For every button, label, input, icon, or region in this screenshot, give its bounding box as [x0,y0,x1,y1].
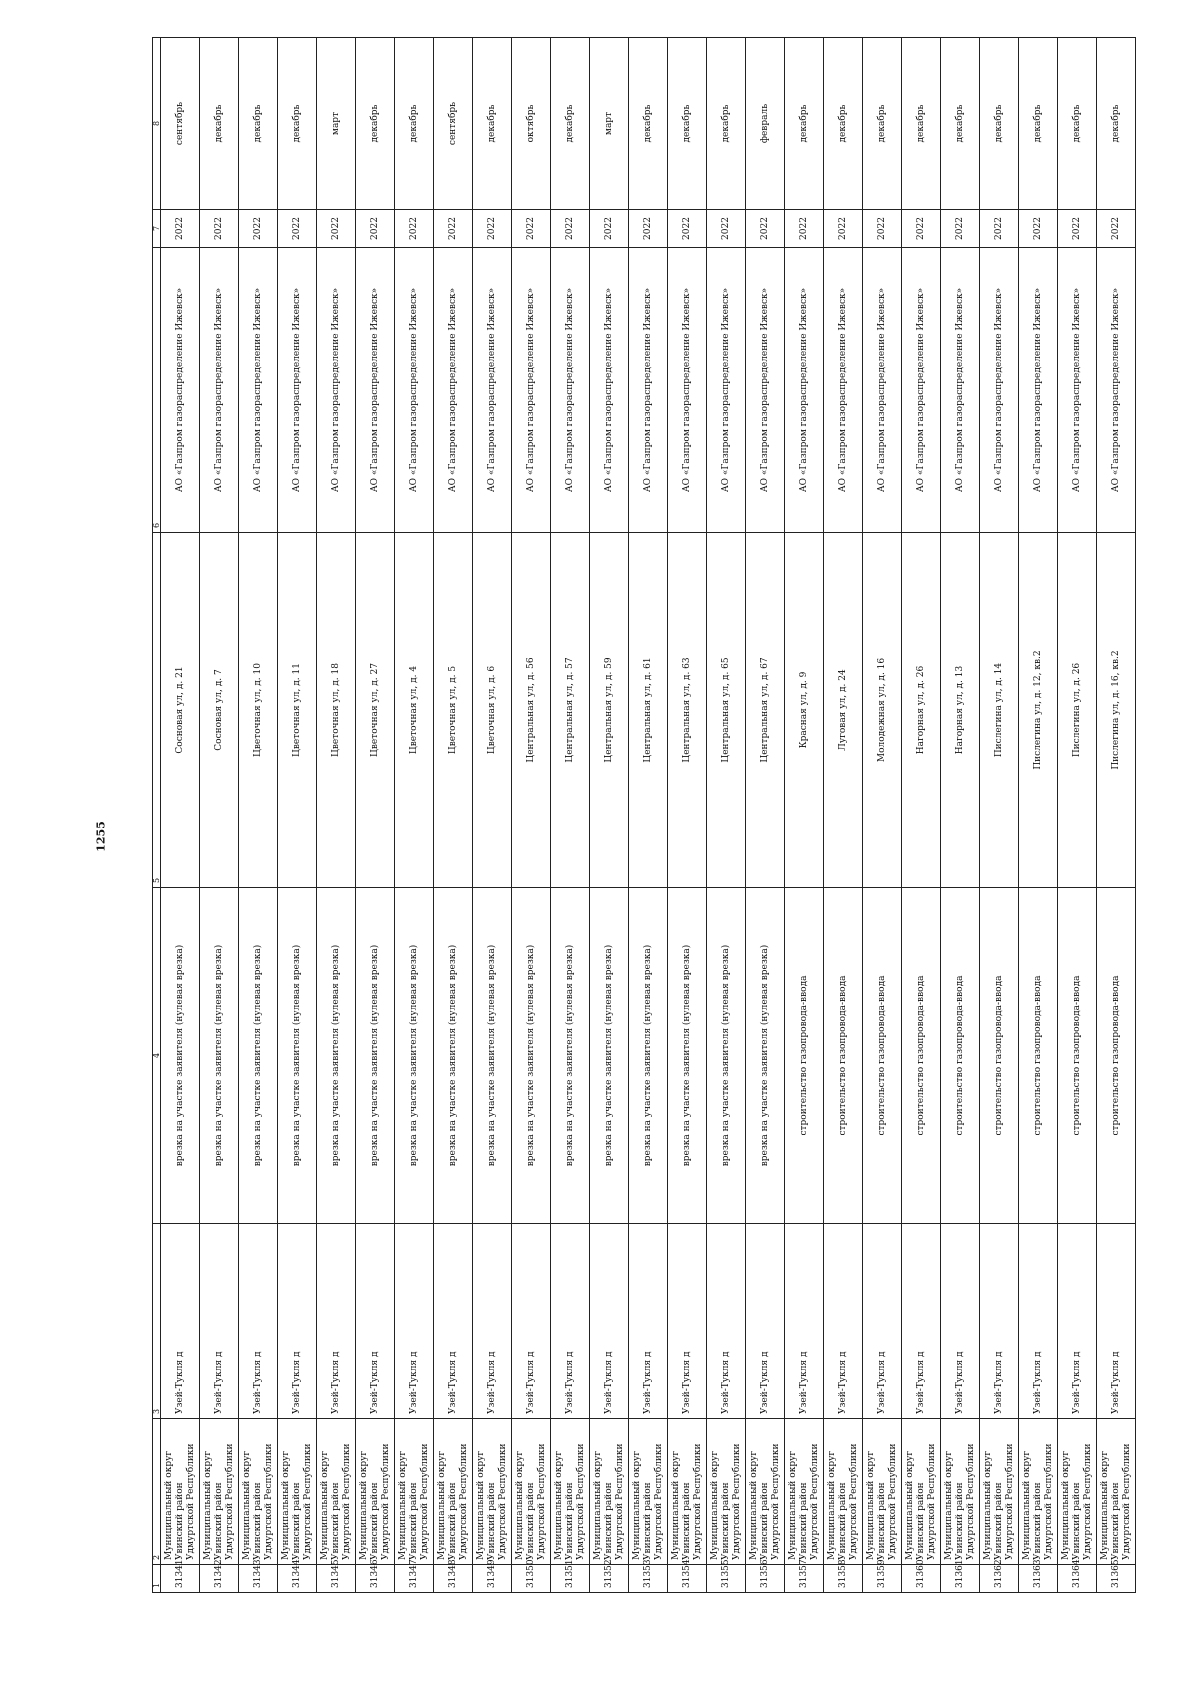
row-number: 31360 [902,1565,941,1593]
year-cell: 2022 [629,210,668,248]
month-cell: декабрь [356,38,395,210]
year-cell: 2022 [1019,210,1058,248]
locality-cell: Узей-Тукля д [512,1224,551,1419]
table-body [161,38,1136,1593]
month-cell: декабрь [473,38,512,210]
table-row [941,38,980,1593]
year-cell: 2022 [356,210,395,248]
address-cell: Молодежная ул, д. 16 [863,533,902,888]
year-cell: 2022 [590,210,629,248]
table-row [395,38,434,1593]
organization-cell: АО «Газпром газораспределение Ижевск» [707,248,746,533]
locality-cell: Узей-Тукля д [902,1224,941,1419]
locality-cell: Узей-Тукля д [824,1224,863,1419]
table-row [239,38,278,1593]
year-cell: 2022 [1097,210,1136,248]
column-number: 5 [153,533,161,888]
locality-cell: Узей-Тукля д [161,1224,200,1419]
address-cell: Нагорная ул, д. 13 [941,533,980,888]
month-cell: декабрь [824,38,863,210]
address-cell: Сосновая ул, д. 7 [200,533,239,888]
year-cell: 2022 [161,210,200,248]
organization-cell: АО «Газпром газораспределение Ижевск» [356,248,395,533]
month-cell: декабрь [551,38,590,210]
address-cell: Цветочная ул, д. 4 [395,533,434,888]
locality-cell: Узей-Тукля д [395,1224,434,1419]
address-cell: Центральная ул, д. 56 [512,533,551,888]
month-cell: март [317,38,356,210]
row-number: 31350 [512,1565,551,1593]
address-cell: Пислегина ул, д. 16, кв.2 [1097,533,1136,888]
row-number: 31345 [317,1565,356,1593]
table-row [161,38,200,1593]
table-row [317,38,356,1593]
work-type-cell: строительство газопровода-ввода [1019,888,1058,1224]
month-cell: декабрь [1019,38,1058,210]
address-cell: Цветочная ул, д. 5 [434,533,473,888]
work-type-cell: врезка на участке заявителя (нулевая врезка) [239,888,278,1224]
municipality-cell: Муниципальный округ Увинский район Удмуртской Республики [434,1419,473,1565]
municipality-cell: Муниципальный округ Увинский район Удмуртской Республики [161,1419,200,1565]
address-cell: Красная ул, д. 9 [785,533,824,888]
work-type-cell: врезка на участке заявителя (нулевая врезка) [590,888,629,1224]
municipality-cell: Муниципальный округ Увинский район Удмуртской Республики [941,1419,980,1565]
row-number: 31347 [395,1565,434,1593]
row-number: 31352 [590,1565,629,1593]
locality-cell: Узей-Тукля д [278,1224,317,1419]
organization-cell: АО «Газпром газораспределение Ижевск» [434,248,473,533]
address-cell: Нагорная ул, д. 26 [902,533,941,888]
table-row [512,38,551,1593]
row-number: 31344 [278,1565,317,1593]
row-number: 31353 [629,1565,668,1593]
organization-cell: АО «Газпром газораспределение Ижевск» [161,248,200,533]
address-cell: Центральная ул, д. 65 [707,533,746,888]
row-number: 31349 [473,1565,512,1593]
year-cell: 2022 [473,210,512,248]
work-type-cell: врезка на участке заявителя (нулевая врезка) [434,888,473,1224]
locality-cell: Узей-Тукля д [863,1224,902,1419]
organization-cell: АО «Газпром газораспределение Ижевск» [1058,248,1097,533]
address-cell: Сосновая ул, д. 21 [161,533,200,888]
locality-cell: Узей-Тукля д [668,1224,707,1419]
row-number: 31355 [707,1565,746,1593]
locality-cell: Узей-Тукля д [551,1224,590,1419]
organization-cell: АО «Газпром газораспределение Ижевск» [824,248,863,533]
organization-cell: АО «Газпром газораспределение Ижевск» [239,248,278,533]
organization-cell: АО «Газпром газораспределение Ижевск» [200,248,239,533]
address-cell: Цветочная ул, д. 11 [278,533,317,888]
municipality-cell: Муниципальный округ Увинский район Удмуртской Республики [590,1419,629,1565]
row-number: 31351 [551,1565,590,1593]
month-cell: сентябрь [434,38,473,210]
row-number: 31354 [668,1565,707,1593]
organization-cell: АО «Газпром газораспределение Ижевск» [629,248,668,533]
organization-cell: АО «Газпром газораспределение Ижевск» [1019,248,1058,533]
work-type-cell: врезка на участке заявителя (нулевая врезка) [161,888,200,1224]
table-row [863,38,902,1593]
address-cell: Центральная ул, д. 61 [629,533,668,888]
locality-cell: Узей-Тукля д [317,1224,356,1419]
work-type-cell: врезка на участке заявителя (нулевая врезка) [395,888,434,1224]
work-type-cell: строительство газопровода-ввода [1058,888,1097,1224]
address-cell: Центральная ул, д. 57 [551,533,590,888]
organization-cell: АО «Газпром газораспределение Ижевск» [395,248,434,533]
row-number: 31357 [785,1565,824,1593]
municipality-cell: Муниципальный округ Увинский район Удмуртской Республики [239,1419,278,1565]
locality-cell: Узей-Тукля д [356,1224,395,1419]
table-row [200,38,239,1593]
month-cell: декабрь [1058,38,1097,210]
year-cell: 2022 [239,210,278,248]
locality-cell: Узей-Тукля д [1058,1224,1097,1419]
work-type-cell: строительство газопровода-ввода [1097,888,1136,1224]
month-cell: декабрь [239,38,278,210]
year-cell: 2022 [824,210,863,248]
organization-cell: АО «Газпром газораспределение Ижевск» [278,248,317,533]
month-cell: декабрь [1097,38,1136,210]
organization-cell: АО «Газпром газораспределение Ижевск» [785,248,824,533]
table-row [902,38,941,1593]
work-type-cell: врезка на участке заявителя (нулевая врезка) [707,888,746,1224]
organization-cell: АО «Газпром газораспределение Ижевск» [980,248,1019,533]
organization-cell: АО «Газпром газораспределение Ижевск» [512,248,551,533]
table-row [356,38,395,1593]
municipality-cell: Муниципальный округ Увинский район Удмуртской Республики [707,1419,746,1565]
row-number: 31356 [746,1565,785,1593]
locality-cell: Узей-Тукля д [1019,1224,1058,1419]
table-row [980,38,1019,1593]
year-cell: 2022 [317,210,356,248]
table-row [473,38,512,1593]
column-number: 4 [153,888,161,1224]
work-type-cell: врезка на участке заявителя (нулевая врезка) [551,888,590,1224]
month-cell: декабрь [863,38,902,210]
municipality-cell: Муниципальный округ Увинский район Удмуртской Республики [1019,1419,1058,1565]
table-row [707,38,746,1593]
row-number: 31364 [1058,1565,1097,1593]
table-row [278,38,317,1593]
organization-cell: АО «Газпром газораспределение Ижевск» [473,248,512,533]
organization-cell: АО «Газпром газораспределение Ижевск» [317,248,356,533]
address-cell: Луговая ул, д. 24 [824,533,863,888]
row-number: 31362 [980,1565,1019,1593]
year-cell: 2022 [668,210,707,248]
year-cell: 2022 [200,210,239,248]
locality-cell: Узей-Тукля д [746,1224,785,1419]
month-cell: декабрь [941,38,980,210]
organization-cell: АО «Газпром газораспределение Ижевск» [941,248,980,533]
rotated-table-container [152,38,1132,1593]
locality-cell: Узей-Тукля д [980,1224,1019,1419]
municipality-cell: Муниципальный округ Увинский район Удмуртской Республики [902,1419,941,1565]
municipality-cell: Муниципальный округ Увинский район Удмуртской Республики [668,1419,707,1565]
address-cell: Центральная ул, д. 63 [668,533,707,888]
address-cell: Пислегина ул, д. 26 [1058,533,1097,888]
address-cell: Цветочная ул, д. 27 [356,533,395,888]
municipality-cell: Муниципальный округ Увинский район Удмуртской Республики [629,1419,668,1565]
organization-cell: АО «Газпром газораспределение Ижевск» [1097,248,1136,533]
municipality-cell: Муниципальный округ Увинский район Удмуртской Республики [785,1419,824,1565]
month-cell: декабрь [785,38,824,210]
municipality-cell: Муниципальный округ Увинский район Удмуртской Республики [395,1419,434,1565]
month-cell: сентябрь [161,38,200,210]
organization-cell: АО «Газпром газораспределение Ижевск» [551,248,590,533]
year-cell: 2022 [278,210,317,248]
work-type-cell: врезка на участке заявителя (нулевая врезка) [317,888,356,1224]
year-cell: 2022 [551,210,590,248]
year-cell: 2022 [980,210,1019,248]
table-row [434,38,473,1593]
column-number: 8 [153,38,161,210]
year-cell: 2022 [395,210,434,248]
municipality-cell: Муниципальный округ Увинский район Удмуртской Республики [473,1419,512,1565]
year-cell: 2022 [434,210,473,248]
address-cell: Цветочная ул, д. 18 [317,533,356,888]
table-row [1097,38,1136,1593]
table-row [551,38,590,1593]
organization-cell: АО «Газпром газораспределение Ижевск» [668,248,707,533]
column-number: 1 [153,1565,161,1593]
table-row [629,38,668,1593]
registry-table [152,37,1136,1593]
municipality-cell: Муниципальный округ Увинский район Удмуртской Республики [512,1419,551,1565]
municipality-cell: Муниципальный округ Увинский район Удмуртской Республики [863,1419,902,1565]
year-cell: 2022 [1058,210,1097,248]
row-number: 31363 [1019,1565,1058,1593]
address-cell: Центральная ул, д. 67 [746,533,785,888]
address-cell: Цветочная ул, д. 10 [239,533,278,888]
column-number: 2 [153,1419,161,1565]
row-number: 31365 [1097,1565,1136,1593]
address-cell: Цветочная ул, д. 6 [473,533,512,888]
month-cell: декабрь [707,38,746,210]
address-cell: Центральная ул, д. 59 [590,533,629,888]
locality-cell: Узей-Тукля д [707,1224,746,1419]
year-cell: 2022 [707,210,746,248]
locality-cell: Узей-Тукля д [473,1224,512,1419]
work-type-cell: врезка на участке заявителя (нулевая врезка) [512,888,551,1224]
work-type-cell: врезка на участке заявителя (нулевая врезка) [668,888,707,1224]
month-cell: февраль [746,38,785,210]
work-type-cell: врезка на участке заявителя (нулевая врезка) [356,888,395,1224]
organization-cell: АО «Газпром газораспределение Ижевск» [746,248,785,533]
month-cell: декабрь [902,38,941,210]
table-row [746,38,785,1593]
work-type-cell: врезка на участке заявителя (нулевая врезка) [629,888,668,1224]
locality-cell: Узей-Тукля д [590,1224,629,1419]
locality-cell: Узей-Тукля д [785,1224,824,1419]
row-number: 31346 [356,1565,395,1593]
row-number: 31359 [863,1565,902,1593]
address-cell: Пислегина ул, д. 12, кв.2 [1019,533,1058,888]
municipality-cell: Муниципальный округ Увинский район Удмуртской Республики [278,1419,317,1565]
organization-cell: АО «Газпром газораспределение Ижевск» [902,248,941,533]
month-cell: декабрь [200,38,239,210]
municipality-cell: Муниципальный округ Увинский район Удмуртской Республики [356,1419,395,1565]
month-cell: декабрь [278,38,317,210]
municipality-cell: Муниципальный округ Увинский район Удмуртской Республики [746,1419,785,1565]
municipality-cell: Муниципальный округ Увинский район Удмуртской Республики [1097,1419,1136,1565]
municipality-cell: Муниципальный округ Увинский район Удмуртской Республики [200,1419,239,1565]
year-cell: 2022 [941,210,980,248]
column-number-row [153,38,161,1593]
column-number: 7 [153,210,161,248]
work-type-cell: строительство газопровода-ввода [785,888,824,1224]
municipality-cell: Муниципальный округ Увинский район Удмуртской Республики [317,1419,356,1565]
table-row [590,38,629,1593]
locality-cell: Узей-Тукля д [629,1224,668,1419]
row-number: 31342 [200,1565,239,1593]
locality-cell: Узей-Тукля д [1097,1224,1136,1419]
row-number: 31361 [941,1565,980,1593]
work-type-cell: строительство газопровода-ввода [824,888,863,1224]
work-type-cell: строительство газопровода-ввода [863,888,902,1224]
work-type-cell: врезка на участке заявителя (нулевая врезка) [746,888,785,1224]
year-cell: 2022 [746,210,785,248]
work-type-cell: строительство газопровода-ввода [941,888,980,1224]
month-cell: октябрь [512,38,551,210]
locality-cell: Узей-Тукля д [200,1224,239,1419]
municipality-cell: Муниципальный округ Увинский район Удмуртской Республики [1058,1419,1097,1565]
address-cell: Пислегина ул, д. 14 [980,533,1019,888]
municipality-cell: Муниципальный округ Увинский район Удмуртской Республики [980,1419,1019,1565]
month-cell: март [590,38,629,210]
year-cell: 2022 [902,210,941,248]
table-row [785,38,824,1593]
organization-cell: АО «Газпром газораспределение Ижевск» [590,248,629,533]
month-cell: декабрь [668,38,707,210]
work-type-cell: строительство газопровода-ввода [902,888,941,1224]
work-type-cell: строительство газопровода-ввода [980,888,1019,1224]
row-number: 31348 [434,1565,473,1593]
locality-cell: Узей-Тукля д [239,1224,278,1419]
month-cell: декабрь [395,38,434,210]
month-cell: декабрь [980,38,1019,210]
organization-cell: АО «Газпром газораспределение Ижевск» [863,248,902,533]
locality-cell: Узей-Тукля д [941,1224,980,1419]
month-cell: декабрь [629,38,668,210]
table-row [1058,38,1097,1593]
year-cell: 2022 [785,210,824,248]
work-type-cell: врезка на участке заявителя (нулевая врезка) [473,888,512,1224]
year-cell: 2022 [863,210,902,248]
row-number: 31341 [161,1565,200,1593]
page-number: 1255 [94,821,108,852]
locality-cell: Узей-Тукля д [434,1224,473,1419]
table-row [824,38,863,1593]
municipality-cell: Муниципальный округ Увинский район Удмуртской Республики [824,1419,863,1565]
work-type-cell: врезка на участке заявителя (нулевая врезка) [278,888,317,1224]
column-number: 6 [153,248,161,533]
row-number: 31358 [824,1565,863,1593]
table-row [1019,38,1058,1593]
column-number: 3 [153,1224,161,1419]
municipality-cell: Муниципальный округ Увинский район Удмуртской Республики [551,1419,590,1565]
table-row [668,38,707,1593]
year-cell: 2022 [512,210,551,248]
work-type-cell: врезка на участке заявителя (нулевая врезка) [200,888,239,1224]
row-number: 31343 [239,1565,278,1593]
